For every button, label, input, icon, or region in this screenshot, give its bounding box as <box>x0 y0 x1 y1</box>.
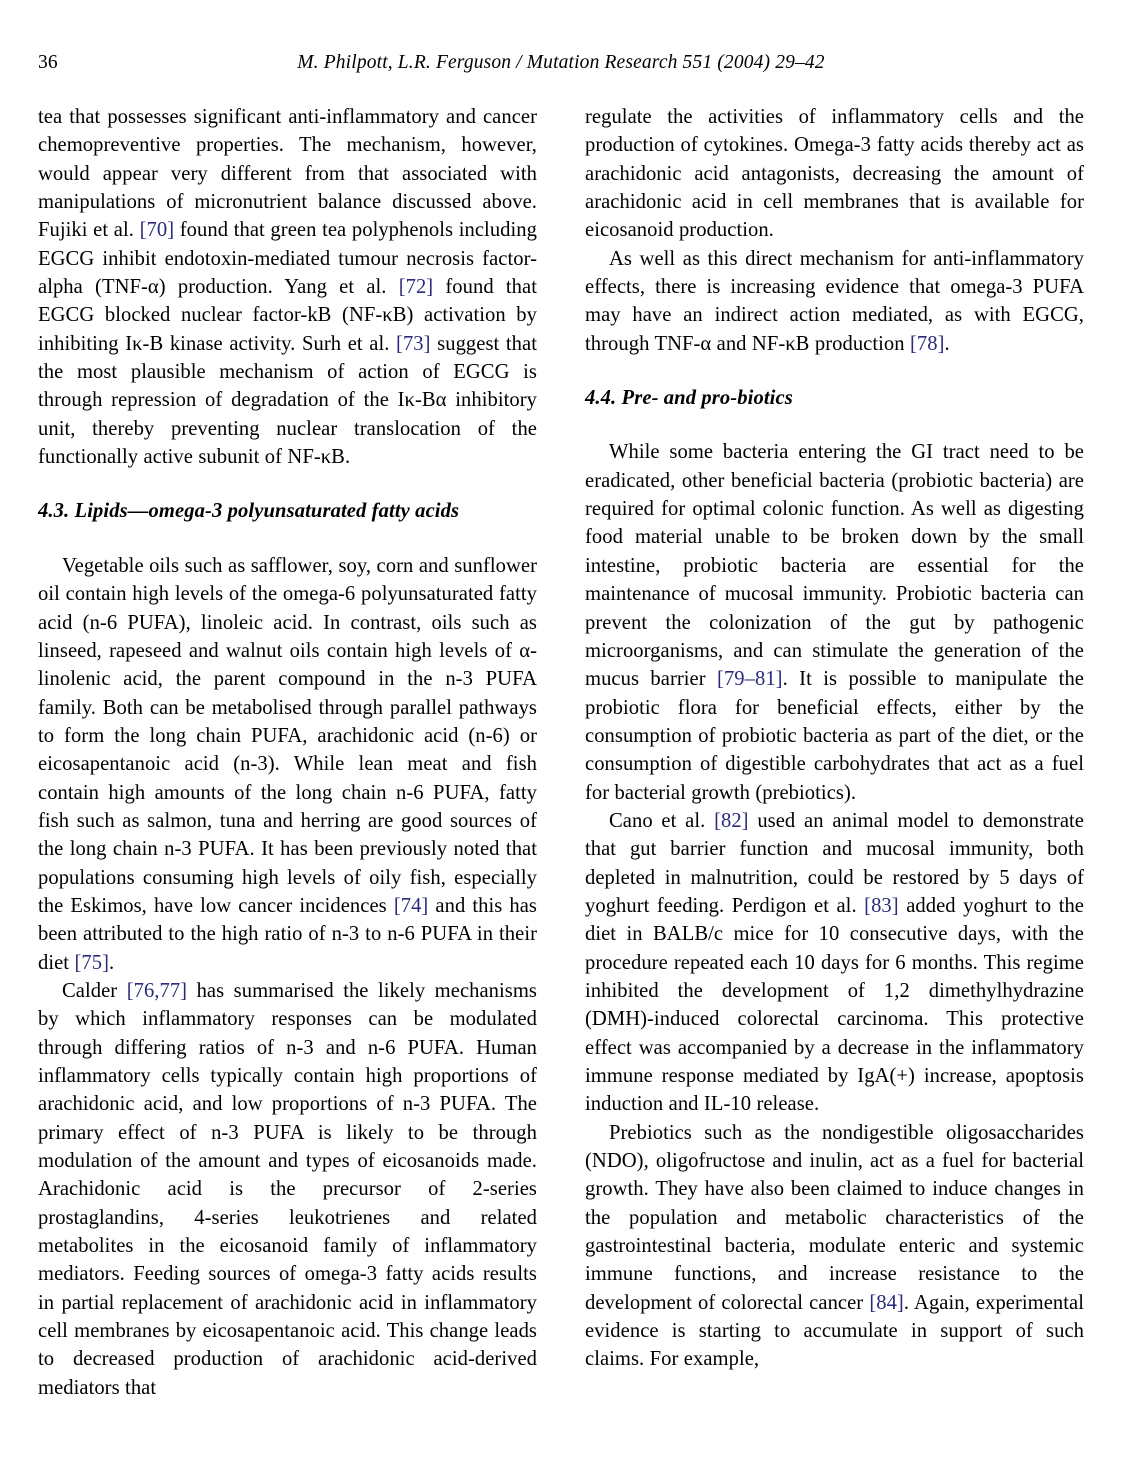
citation-link-79-81[interactable]: [79–81] <box>717 668 783 691</box>
text-run: found that EGCG blocked nuclear factor-kB (NF-κB) activation by inhibiting Iκ-B kinase activity. Surh et al. <box>38 276 537 355</box>
text-run: Calder <box>62 979 127 1002</box>
paragraph-calder <box>38 977 537 1402</box>
text-run: . Again, experimental evidence is starting to accumulate in support of such claims. For example, <box>585 1291 1084 1371</box>
citation-link-78[interactable]: [78] <box>910 332 945 355</box>
text-run: used an animal model to demonstrate that gut barrier function and mucosal immunity, both depleted in malnutrition, could be restored by 5 days of yoghurt feeding. Perdigon et al. <box>585 809 1084 917</box>
paragraph-prebiotics <box>585 1119 1084 1374</box>
heading-spacer <box>38 526 537 552</box>
text-run: found that green tea polyphenols including EGCG inhibit endotoxin-mediated tumour necrosis factor-alpha (TNF-α) production. Yang et al. <box>38 219 537 299</box>
citation-link-84[interactable]: [84] <box>869 1291 904 1314</box>
text-run: . It is possible to manipulate the probiotic flora for beneficial effects, either by the consumption of probiotic bacteria as part of the diet, or the consumption of digestible carbohydrates that act as a fuel for bacterial growth (prebiotics). <box>585 668 1084 804</box>
right-column <box>585 103 1084 1402</box>
citation-link-74[interactable]: [74] <box>393 894 429 917</box>
text-run: While some bacteria entering the GI tract need to be eradicated, other beneficial bacteria (probiotic bacteria) are required for optimal colonic function. As well as digesting food material unable to be broken down by the small intestine, probiotic bacteria are essential for the maintenance of mucosal immunity. Probiotic bacteria can prevent the colonization of the gut by pathogenic microorganisms, and can stimulate the generation of the mucus barrier <box>585 441 1084 691</box>
citation-link-73[interactable]: [73] <box>396 332 431 355</box>
heading-spacer <box>585 412 1084 438</box>
citation-link-72[interactable]: [72] <box>398 276 434 299</box>
paragraph-vegetable-oils <box>38 552 537 977</box>
running-head <box>38 52 1084 76</box>
text-run: . <box>109 951 115 974</box>
citation-link-83[interactable]: [83] <box>864 894 899 917</box>
text-run: Prebiotics such as the nondigestible oligosaccharides (NDO), oligofructose and inulin, act as a fuel for bacterial growth. They have also been claimed to induce changes in the population and metabolic characteristics of the gastrointestinal bacteria, modulate enteric and systemic immune functions, and increase resistance to the development of colorectal cancer <box>585 1121 1084 1314</box>
paragraph-continued-regulate: regulate the activities of inflammatory cells and the production of cytokines. Omega-3 fatty acids thereby act as arachidonic acid antagonists, decreasing the amount of arachidonic acid in cell membranes that is available for eicosanoid production. <box>585 106 1084 242</box>
text-run: added yoghurt to the diet in BALB/c mice for 10 consecutive days, with the procedure repeated each 10 days for 6 months. This regime inhibited the development of 1,2 dimethylhydrazine (DMH)-induced colorectal carcinoma. This protective effect was accompanied by a decrease in the inflammatory immune response mediated by IgA(+) increase, apoptosis induction and IL-10 release. <box>585 894 1085 1116</box>
page-number: 36 <box>38 52 58 73</box>
text-run: Vegetable oils such as safflower, soy, corn and sunflower oil contain high levels of the omega-6 polyunsaturated fatty acid (n-6 PUFA), linoleic acid. In contrast, oils such as linseed, rapeseed and walnut oils contain high levels of α-linolenic acid, the parent compound in the n-3 PUFA family. Both can be metabolised through parallel pathways to form the long chain PUFA, arachidonic acid (n-6) or eicosapentanoic acid (n-3). While lean meat and fish contain high amounts of the long chain n-6 PUFA, fatty fish such as salmon, tuna and herring are good sources of the long chain n-3 PUFA. It has been previously noted that populations consuming high levels of oily fish, especially the Eskimos, have low cancer incidences <box>38 554 537 917</box>
text-run: has summarised the likely mechanisms by which inflammatory responses can be modulated through differing ratios of n-3 and n-6 PUFA. Human inflammatory cells typically contain high proportions of arachidonic acid, and low proportions of n-3 PUFA. The primary effect of n-3 PUFA is likely to be through modulation of the amount and types of eicosanoids made. Arachidonic acid is the precursor of 2-series prostaglandins, 4-series leukotrienes and related metabolites in the eicosanoid family of inflammatory mediators. Feeding sources of omega-3 fatty acids results in partial replacement of arachidonic acid in inflammatory cell membranes by eicosapentanoic acid. This change leads to decreased production of arachidonic acid-derived mediators that <box>38 979 537 1399</box>
text-run: . <box>944 332 950 355</box>
paragraph-as-well-as <box>585 245 1084 358</box>
left-column <box>38 103 537 1402</box>
text-run: As well as this direct mechanism for anti-inflammatory effects, there is increasing evidence that omega-3 PUFA may have an indirect action mediated, as with EGCG, through TNF-α and NF-κB production <box>585 247 1084 355</box>
text-run: Cano et al. <box>609 809 715 832</box>
text-run: suggest that the most plausible mechanism of action of EGCG is through repression of degradation of the Iκ-Bα inhibitory unit, thereby preventing nuclear translocation of the functionally active subunit of NF-κB. <box>38 332 537 469</box>
paragraph-while-some-bacteria <box>585 438 1084 806</box>
running-head-citation: M. Philpott, L.R. Ferguson / Mutation Research 551 (2004) 29–42 <box>297 52 825 73</box>
text-run: and this has been attributed to the high ratio of n-3 to n-6 PUFA in their diet <box>38 894 537 974</box>
citation-link-75[interactable]: [75] <box>74 951 109 974</box>
two-column-body <box>38 103 1085 1402</box>
citation-link-82[interactable]: [82] <box>714 809 749 832</box>
paragraph-cano <box>585 807 1084 1119</box>
citation-link-76-77[interactable]: [76,77] <box>126 979 188 1002</box>
paragraph-continued-egcg <box>38 103 537 471</box>
section-heading-4-4: 4.4. Pre- and pro-biotics <box>585 387 793 410</box>
section-heading-4-3: 4.3. Lipids—omega-3 polyunsaturated fatty acids <box>38 500 460 523</box>
text-run: tea that possesses significant anti-inflammatory and cancer chemopreventive properties. The mechanism, however, would appear very different from that associated with manipulations of micronutrient balance discussed above. Fujiki et al. <box>38 106 537 242</box>
heading-spacer <box>38 471 537 497</box>
citation-link-70[interactable]: [70] <box>139 219 175 242</box>
heading-spacer <box>585 358 1084 384</box>
